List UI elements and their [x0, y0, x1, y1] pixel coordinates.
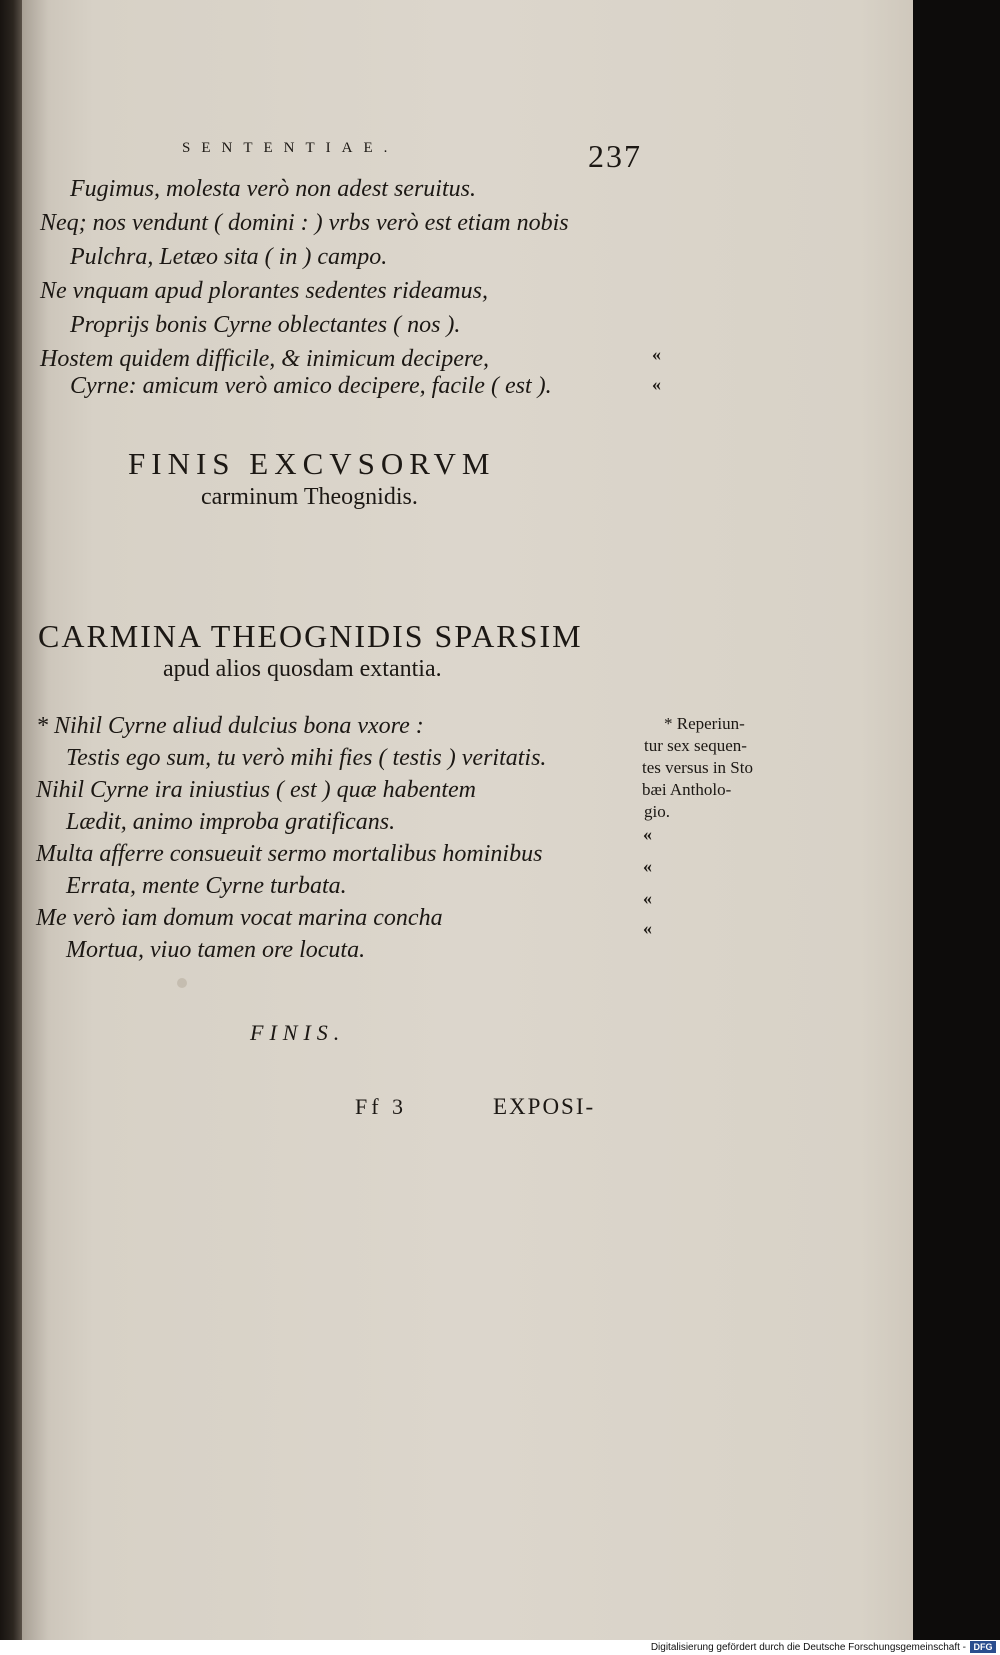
quotation-mark: « — [652, 344, 661, 364]
footer-credit: Digitalisierung gefördert durch die Deutsche Forschungsgemeinschaft - — [650, 1642, 966, 1653]
verse-line: Neq; nos vendunt ( domini : ) vrbs verò est etiam nobis — [40, 210, 569, 236]
marginal-note-line: bæi Antholo- — [642, 780, 732, 799]
section-end-subheading: carminum Theognidis. — [201, 484, 418, 510]
page-number: 237 — [588, 138, 642, 174]
finis: FINIS. — [250, 1020, 346, 1045]
paper-stain — [177, 978, 187, 988]
verse-line: * Nihil Cyrne aliud dulcius bona vxore : — [36, 713, 424, 739]
marginal-note-line: tur sex sequen- — [644, 736, 747, 755]
quotation-mark: « — [643, 856, 652, 876]
verse-line: Nihil Cyrne ira iniustius ( est ) quæ habentem — [36, 777, 476, 803]
verse-line: Pulchra, Letæo sita ( in ) campo. — [70, 244, 388, 270]
catchword: EXPOSI- — [493, 1094, 596, 1119]
quotation-mark: « — [643, 824, 652, 844]
signature-mark: Ff 3 — [355, 1094, 408, 1119]
dfg-logo: DFG — [970, 1641, 996, 1653]
quotation-mark: « — [643, 888, 652, 908]
verse-line: Ne vnquam apud plorantes sedentes rideamus, — [40, 278, 488, 304]
verse-line: Lædit, animo improba gratificans. — [66, 809, 396, 835]
section-title: CARMINA THEOGNIDIS SPARSIM — [38, 618, 583, 654]
verse-line: Testis ego sum, tu verò mihi fies ( testis ) veritatis. — [66, 745, 547, 771]
verse-line: Mortua, viuo tamen ore locuta. — [66, 937, 366, 963]
marginal-note-line: tes versus in Sto — [642, 758, 753, 777]
marginal-note-line: gio. — [644, 802, 670, 821]
quotation-mark: « — [643, 918, 652, 938]
verse-line: Fugimus, molesta verò non adest seruitus. — [70, 176, 476, 202]
book-cover-edge — [913, 0, 1000, 1640]
section-end-heading: FINIS EXCVSORVM — [128, 446, 496, 481]
verse-line: Cyrne: amicum verò amico decipere, facile ( est ). — [70, 373, 552, 399]
marginal-note-line: * Reperiun- — [664, 714, 745, 733]
verse-line: Multa afferre consueuit sermo mortalibus hominibus — [36, 841, 543, 867]
verse-line: Hostem quidem difficile, & inimicum decipere, — [40, 346, 490, 372]
running-head: SENTENTIAE. — [182, 140, 399, 156]
quotation-mark: « — [652, 374, 661, 394]
book-spine-edge — [0, 0, 22, 1640]
verse-line: Errata, mente Cyrne turbata. — [66, 873, 347, 899]
verse-line: Proprijs bonis Cyrne oblectantes ( nos ). — [70, 312, 461, 338]
verse-line: Me verò iam domum vocat marina concha — [36, 905, 443, 931]
section-subtitle: apud alios quosdam extantia. — [163, 656, 442, 682]
